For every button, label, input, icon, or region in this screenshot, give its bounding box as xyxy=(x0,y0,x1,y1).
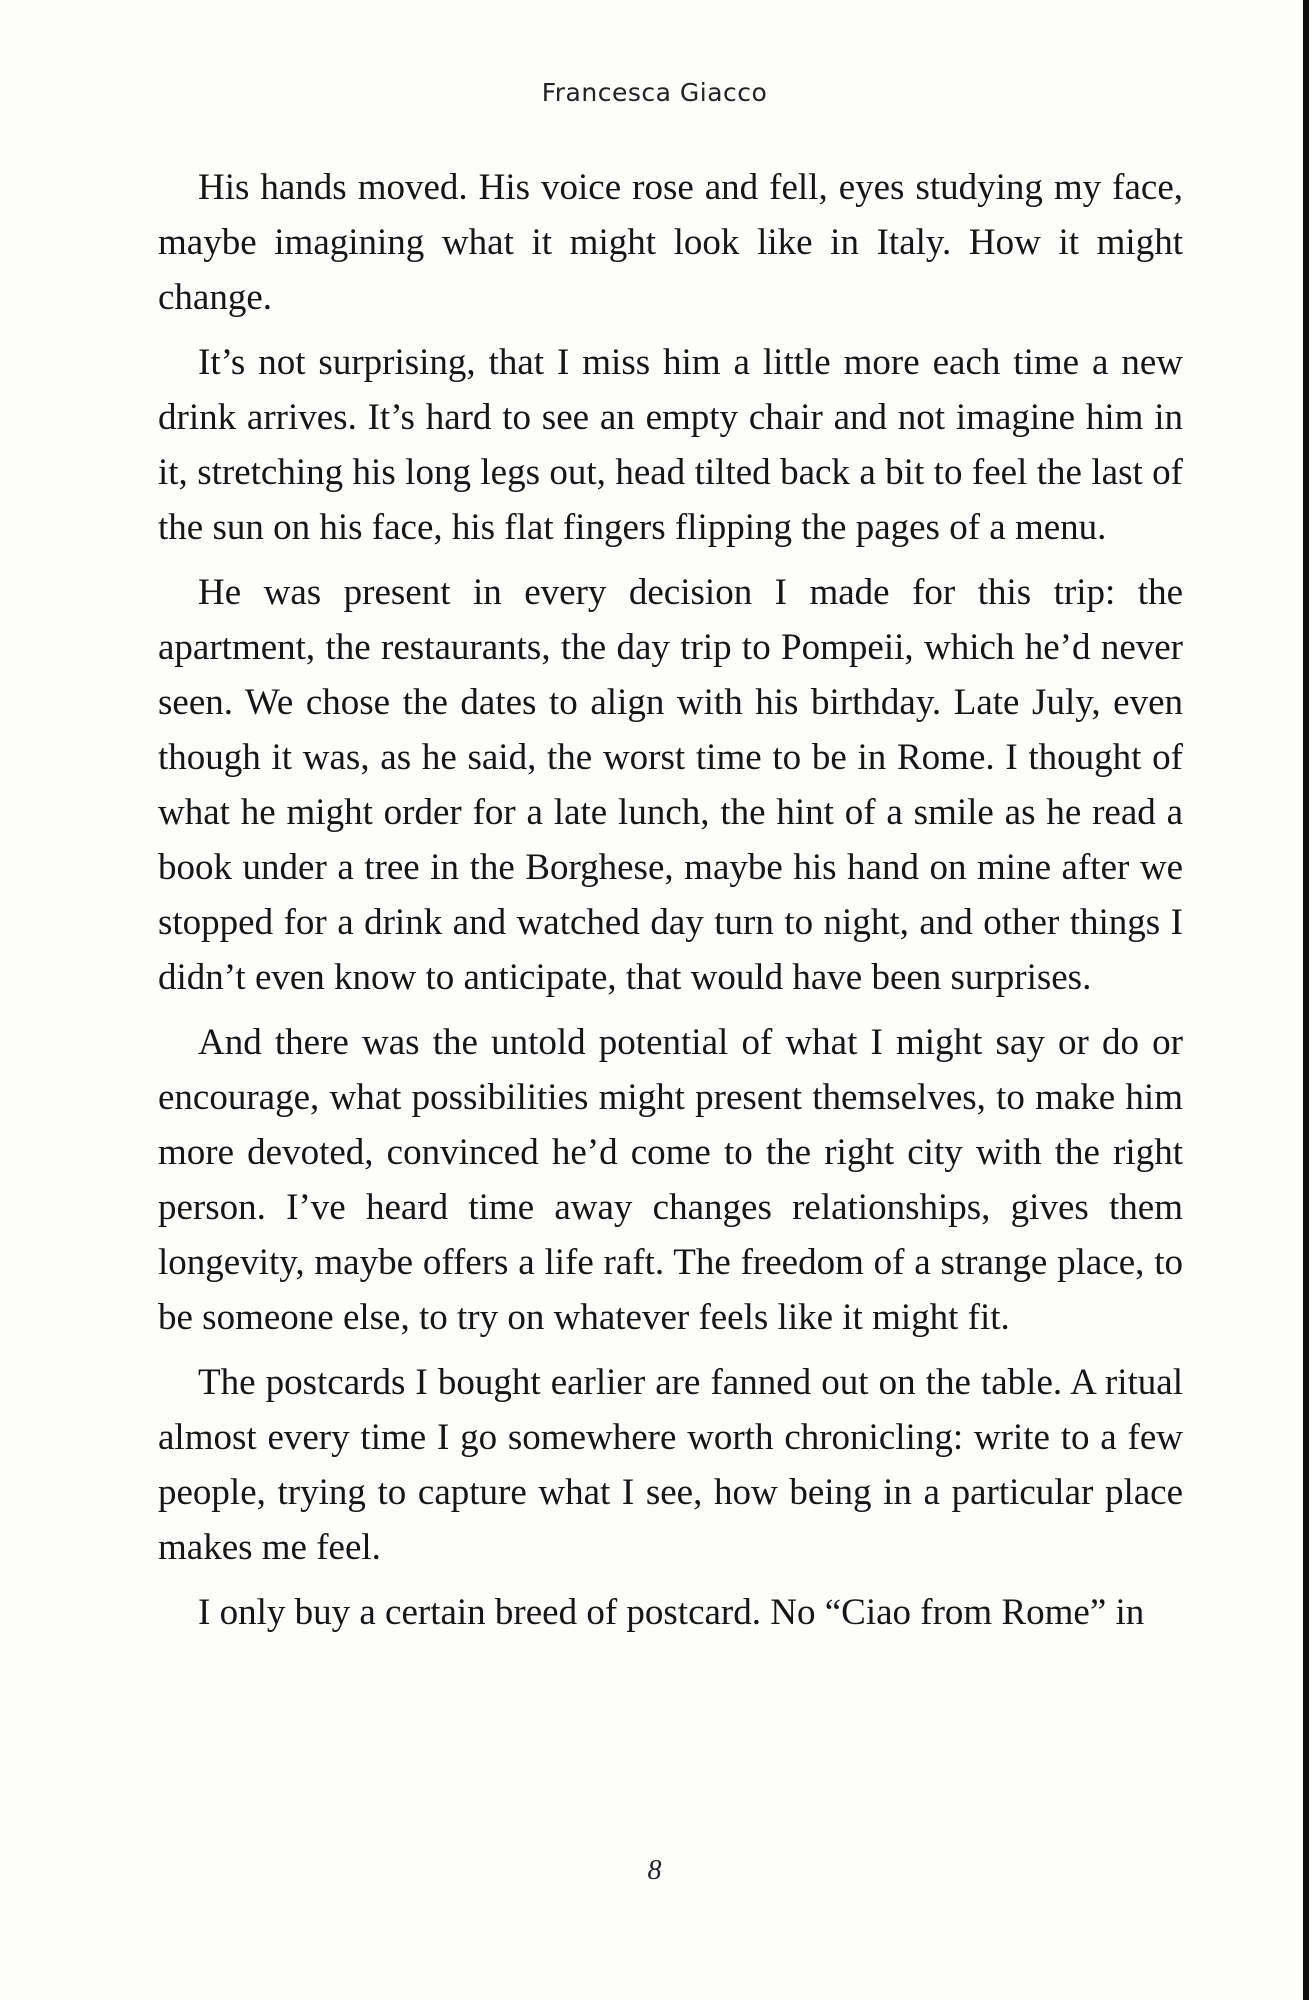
running-head-author: Francesca Giacco xyxy=(541,78,768,107)
paragraph-3: He was present in every decision I made for this trip: the apartment, the restaurants, the day trip to Pompeii, which he’d never seen. We chose the dates to align with his birthday. Late July, even though it was, as he said, the worst time to be in Rome. I thought of what he might order for a late lunch, the hint of a smile as he read a book under a tree in the Borghese, maybe his hand on mine after we stopped for a drink and watched day turn to night, and other things I didn’t even know to anticipate, that would have been surprises. xyxy=(158,572,1183,998)
body-text xyxy=(158,160,1183,1650)
paragraph-1: His hands moved. His voice rose and fell, eyes studying my face, maybe imagining what it might look like in Italy. How it might change. xyxy=(158,167,1183,318)
page-number: 8 xyxy=(647,1855,662,1886)
paragraph-4: And there was the untold potential of what I might say or do or encourage, what possibilities might present themselves, to make him more devoted, convinced he’d come to the right city with the right person. I’ve heard time away changes relationships, gives them longevity, maybe offers a life raft. The freedom of a strange place, to be someone else, to try on whatever feels like it might fit. xyxy=(158,1022,1183,1338)
paragraph-6: I only buy a certain breed of postcard. No “Ciao from Rome” in xyxy=(198,1592,1145,1633)
paragraph-5: The postcards I bought earlier are fanned out on the table. A ritual almost every time I go somewhere worth chronicling: write to a few people, trying to capture what I see, how being in a particular place makes me feel. xyxy=(158,1362,1183,1568)
paragraph-2: It’s not surprising, that I miss him a little more each time a new drink arrives. It’s hard to see an empty chair and not imagine him in it, stretching his long legs out, head tilted back a bit to feel the last of the sun on his face, his flat fingers flipping the pages of a menu. xyxy=(158,342,1183,548)
